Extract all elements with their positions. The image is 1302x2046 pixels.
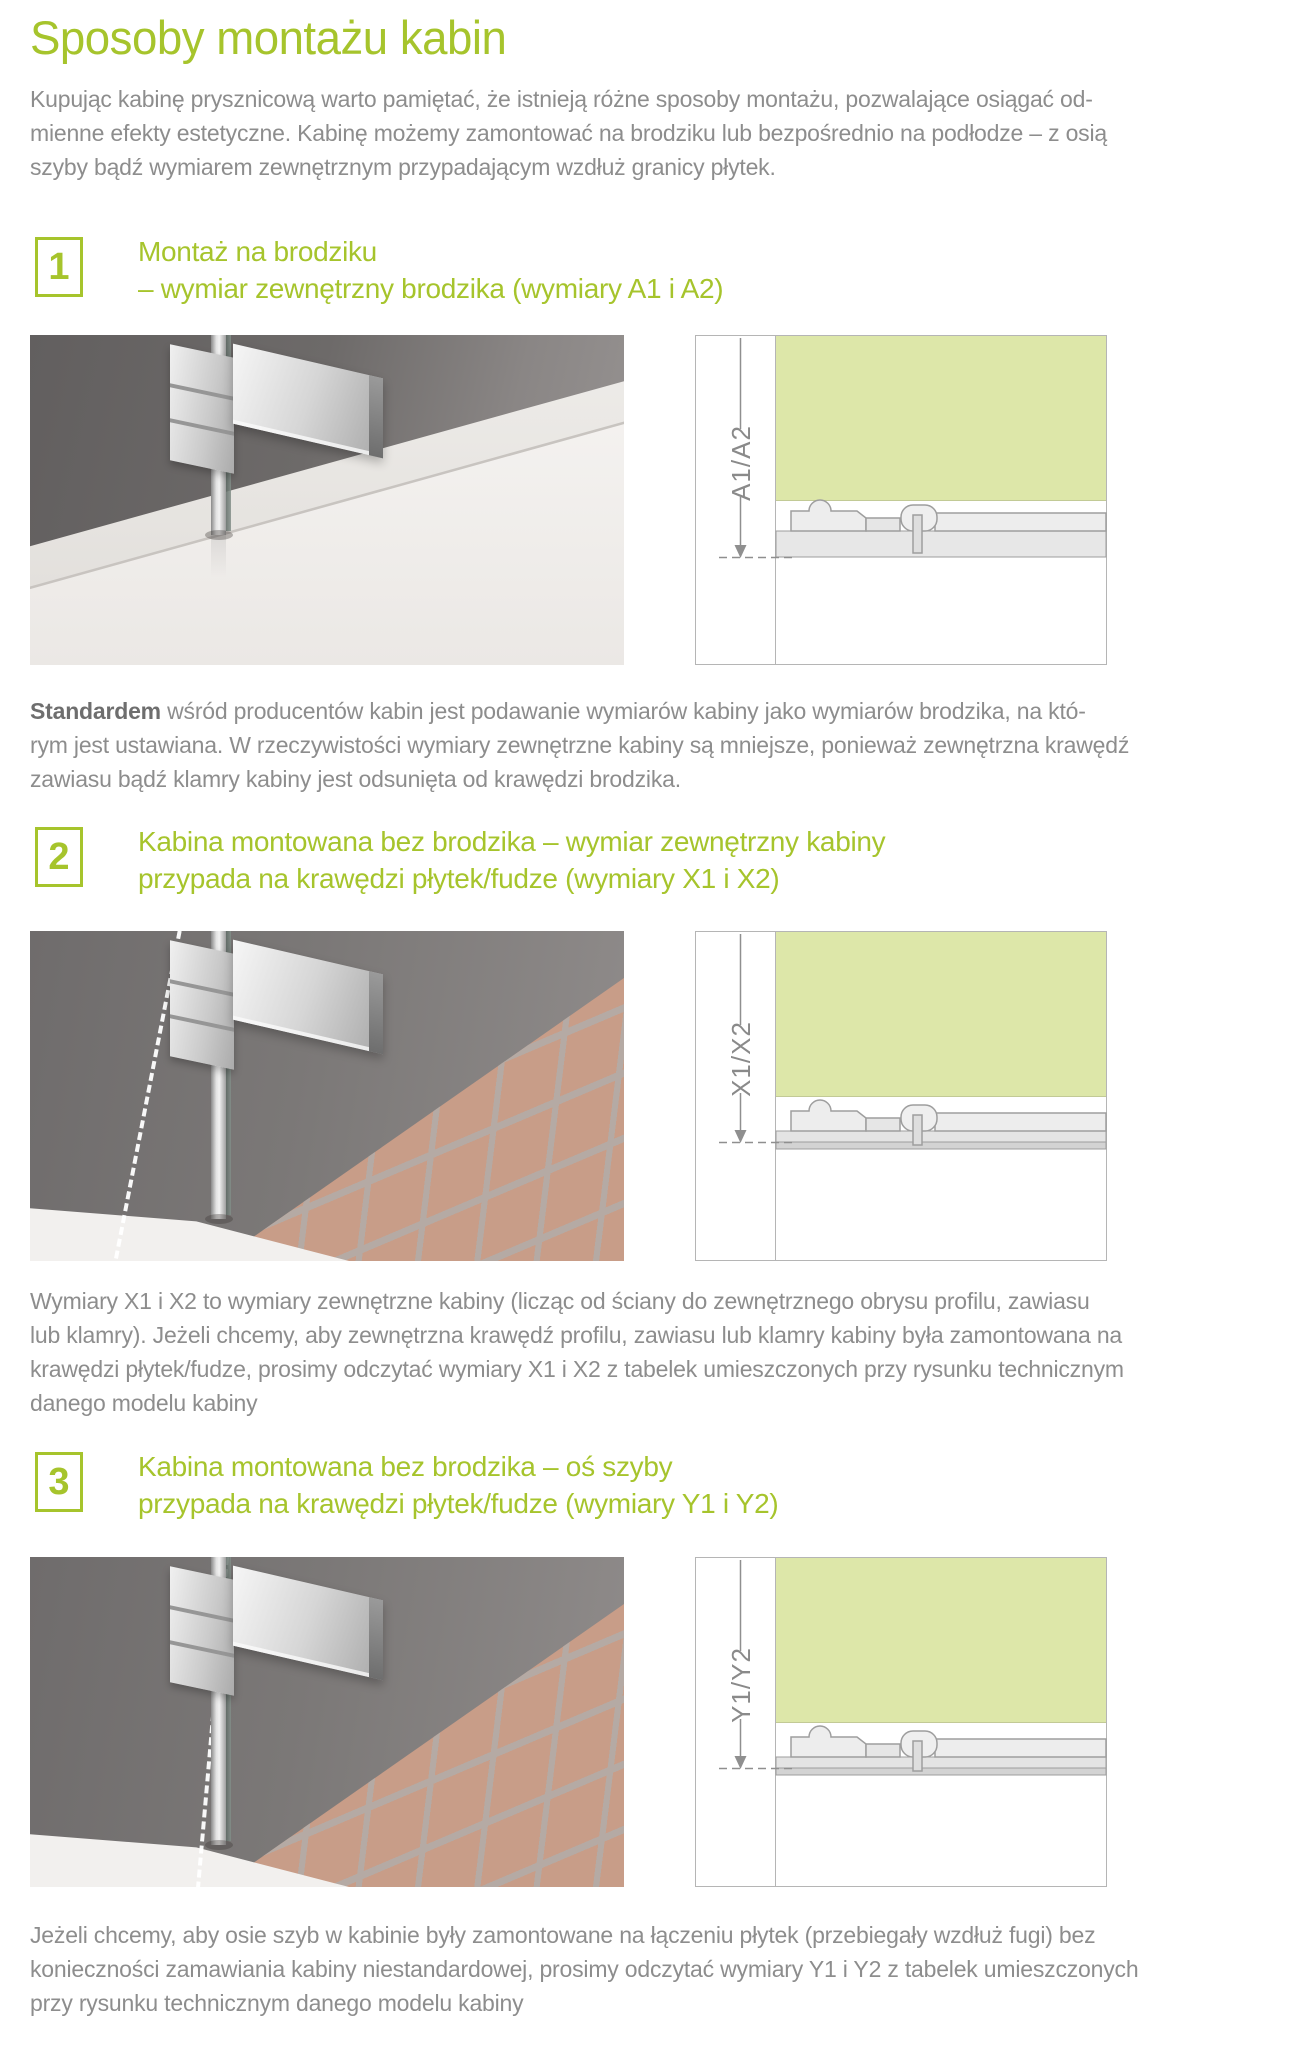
section-number-box [35, 237, 83, 297]
section-heading [138, 823, 885, 897]
tile-layer [776, 1131, 1106, 1142]
wall-panel [775, 336, 1106, 500]
mounting-diagram [695, 1557, 1107, 1887]
section-heading [138, 1448, 778, 1522]
heading-line: Kabina montowana bez brodzika – oś szyby [138, 1451, 673, 1482]
profile-base-shadow [205, 1214, 233, 1224]
heading-line: – wymiar zewnętrzny brodzika (wymiary A1 i A2) [138, 273, 724, 304]
x-dimensions-paragraph [30, 1284, 1275, 1420]
mounting-diagram-x [695, 931, 1107, 1261]
hinge-knuckle [170, 384, 234, 402]
heading-line: Kabina montowana bez brodzika – wymiar zewnętrzny kabiny [138, 826, 886, 857]
page-title: Sposoby montażu kabin [30, 11, 507, 64]
paragraph-line: Jeżeli chcemy, aby osie szyb w kabinie były zamontowane na łączeniu płytek (przebiegały wzdłuż fugi) bez [30, 1922, 1096, 1948]
hinge-arm-cap [369, 375, 383, 458]
heading-line: Montaż na brodziku [138, 236, 377, 267]
mounting-diagram [695, 931, 1107, 1261]
paragraph-line: danego modelu kabiny [30, 1390, 258, 1416]
photo-tile-mounting-glass-axis [30, 1557, 624, 1887]
bold-lead-word: Standardem [30, 698, 161, 724]
section-number: 1 [48, 245, 70, 288]
hinge-knuckle [170, 1640, 234, 1658]
mounting-diagram [695, 335, 1107, 665]
paragraph-line: szyby bądź wymiarem zewnętrznym przypadającym wzdłuż granicy płytek. [30, 154, 776, 180]
section-number-box [35, 827, 83, 887]
section-header-2 [30, 823, 1130, 913]
section-number: 2 [48, 835, 70, 878]
mounting-diagram-y [695, 1557, 1107, 1887]
profile-base-shadow [205, 530, 233, 540]
paragraph-line: Wymiary X1 i X2 to wymiary zewnętrzne kabiny (licząc od ściany do zewnętrznego obrysu profilu, zawiasu [30, 1288, 1090, 1314]
paragraph-line: rym jest ustawiana. W rzeczywistości wymiary zewnętrzne kabiny są mniejsze, ponieważ zewnętrzna krawędź [30, 732, 1130, 758]
hinge-glass-plate [170, 1566, 234, 1696]
section-number: 3 [48, 1460, 70, 1503]
hinge-glass-plate [170, 940, 234, 1070]
heading-line: przypada na krawędzi płytek/fudze (wymiary Y1 i Y2) [138, 1488, 779, 1519]
hinge-knuckle [170, 1014, 234, 1032]
photo-shower-tray-mounting [30, 335, 624, 665]
section-heading [138, 233, 723, 307]
hinge-arm-cap [369, 1597, 383, 1680]
floor-cross-section [776, 1131, 1106, 1149]
section-header-3 [30, 1448, 1130, 1538]
wall-panel [775, 932, 1106, 1096]
paragraph-line: zawiasu bądź klamry kabiny jest odsunięta od krawędzi brodzika. [30, 766, 681, 792]
section-header-1 [30, 233, 1130, 323]
paragraph-line: krawędzi płytek/fudze, prosimy odczytać wymiary X1 i X2 z tabelek umieszczonych przy rysunku technicznym [30, 1356, 1124, 1382]
hinge-glass-plate [170, 344, 234, 474]
paragraph-line: przy rysunku technicznym danego modelu kabiny [30, 1990, 524, 2016]
tray-slab [776, 531, 1106, 557]
dimension-label: X1/X2 [726, 1021, 756, 1097]
section-number-box [35, 1452, 83, 1512]
paragraph-line: konieczności zamawiania kabiny niestandardowej, prosimy odczytać wymiary Y1 i Y2 z tabelek umieszczonych [30, 1956, 1139, 1982]
heading-line: przypada na krawędzi płytek/fudze (wymiary X1 i X2) [138, 863, 780, 894]
photo-tile-mounting-outer-edge [30, 931, 624, 1261]
dimension-label: A1/A2 [726, 425, 756, 501]
paragraph-line: Kupując kabinę prysznicową warto pamiętać, że istnieją różne sposoby montażu, pozwalające osiągać od- [30, 86, 1093, 112]
standard-paragraph [30, 694, 1275, 796]
wall-panel [775, 1558, 1106, 1722]
screed-layer [776, 1768, 1106, 1775]
hinge-knuckle [170, 980, 234, 998]
y-dimensions-paragraph [30, 1918, 1275, 2020]
paragraph-line: lub klamry). Jeżeli chcemy, aby zewnętrzna krawędź profilu, zawiasu lub klamry kabiny była zamontowana na [30, 1322, 1122, 1348]
floor-cross-section [776, 531, 1106, 557]
screed-layer [776, 1142, 1106, 1149]
intro-paragraph [30, 82, 1275, 184]
hinge-arm-cap [369, 971, 383, 1054]
floor-cross-section [776, 1757, 1106, 1775]
paragraph-line-rest: wśród producentów kabin jest podawanie wymiarów kabiny jako wymiarów brodzika, na któ- [160, 698, 1086, 724]
profile-base-shadow [205, 1840, 233, 1850]
paragraph-line [30, 694, 1275, 728]
dimension-label: Y1/Y2 [726, 1647, 756, 1723]
hinge-knuckle [170, 1606, 234, 1624]
profile-reflection [211, 535, 226, 577]
paragraph-line: mienne efekty estetyczne. Kabinę możemy zamontować na brodziku lub bezpośrednio na podłodze – z osią [30, 120, 1107, 146]
hinge-knuckle [170, 418, 234, 436]
tile-layer [776, 1757, 1106, 1768]
mounting-diagram-a [695, 335, 1107, 665]
